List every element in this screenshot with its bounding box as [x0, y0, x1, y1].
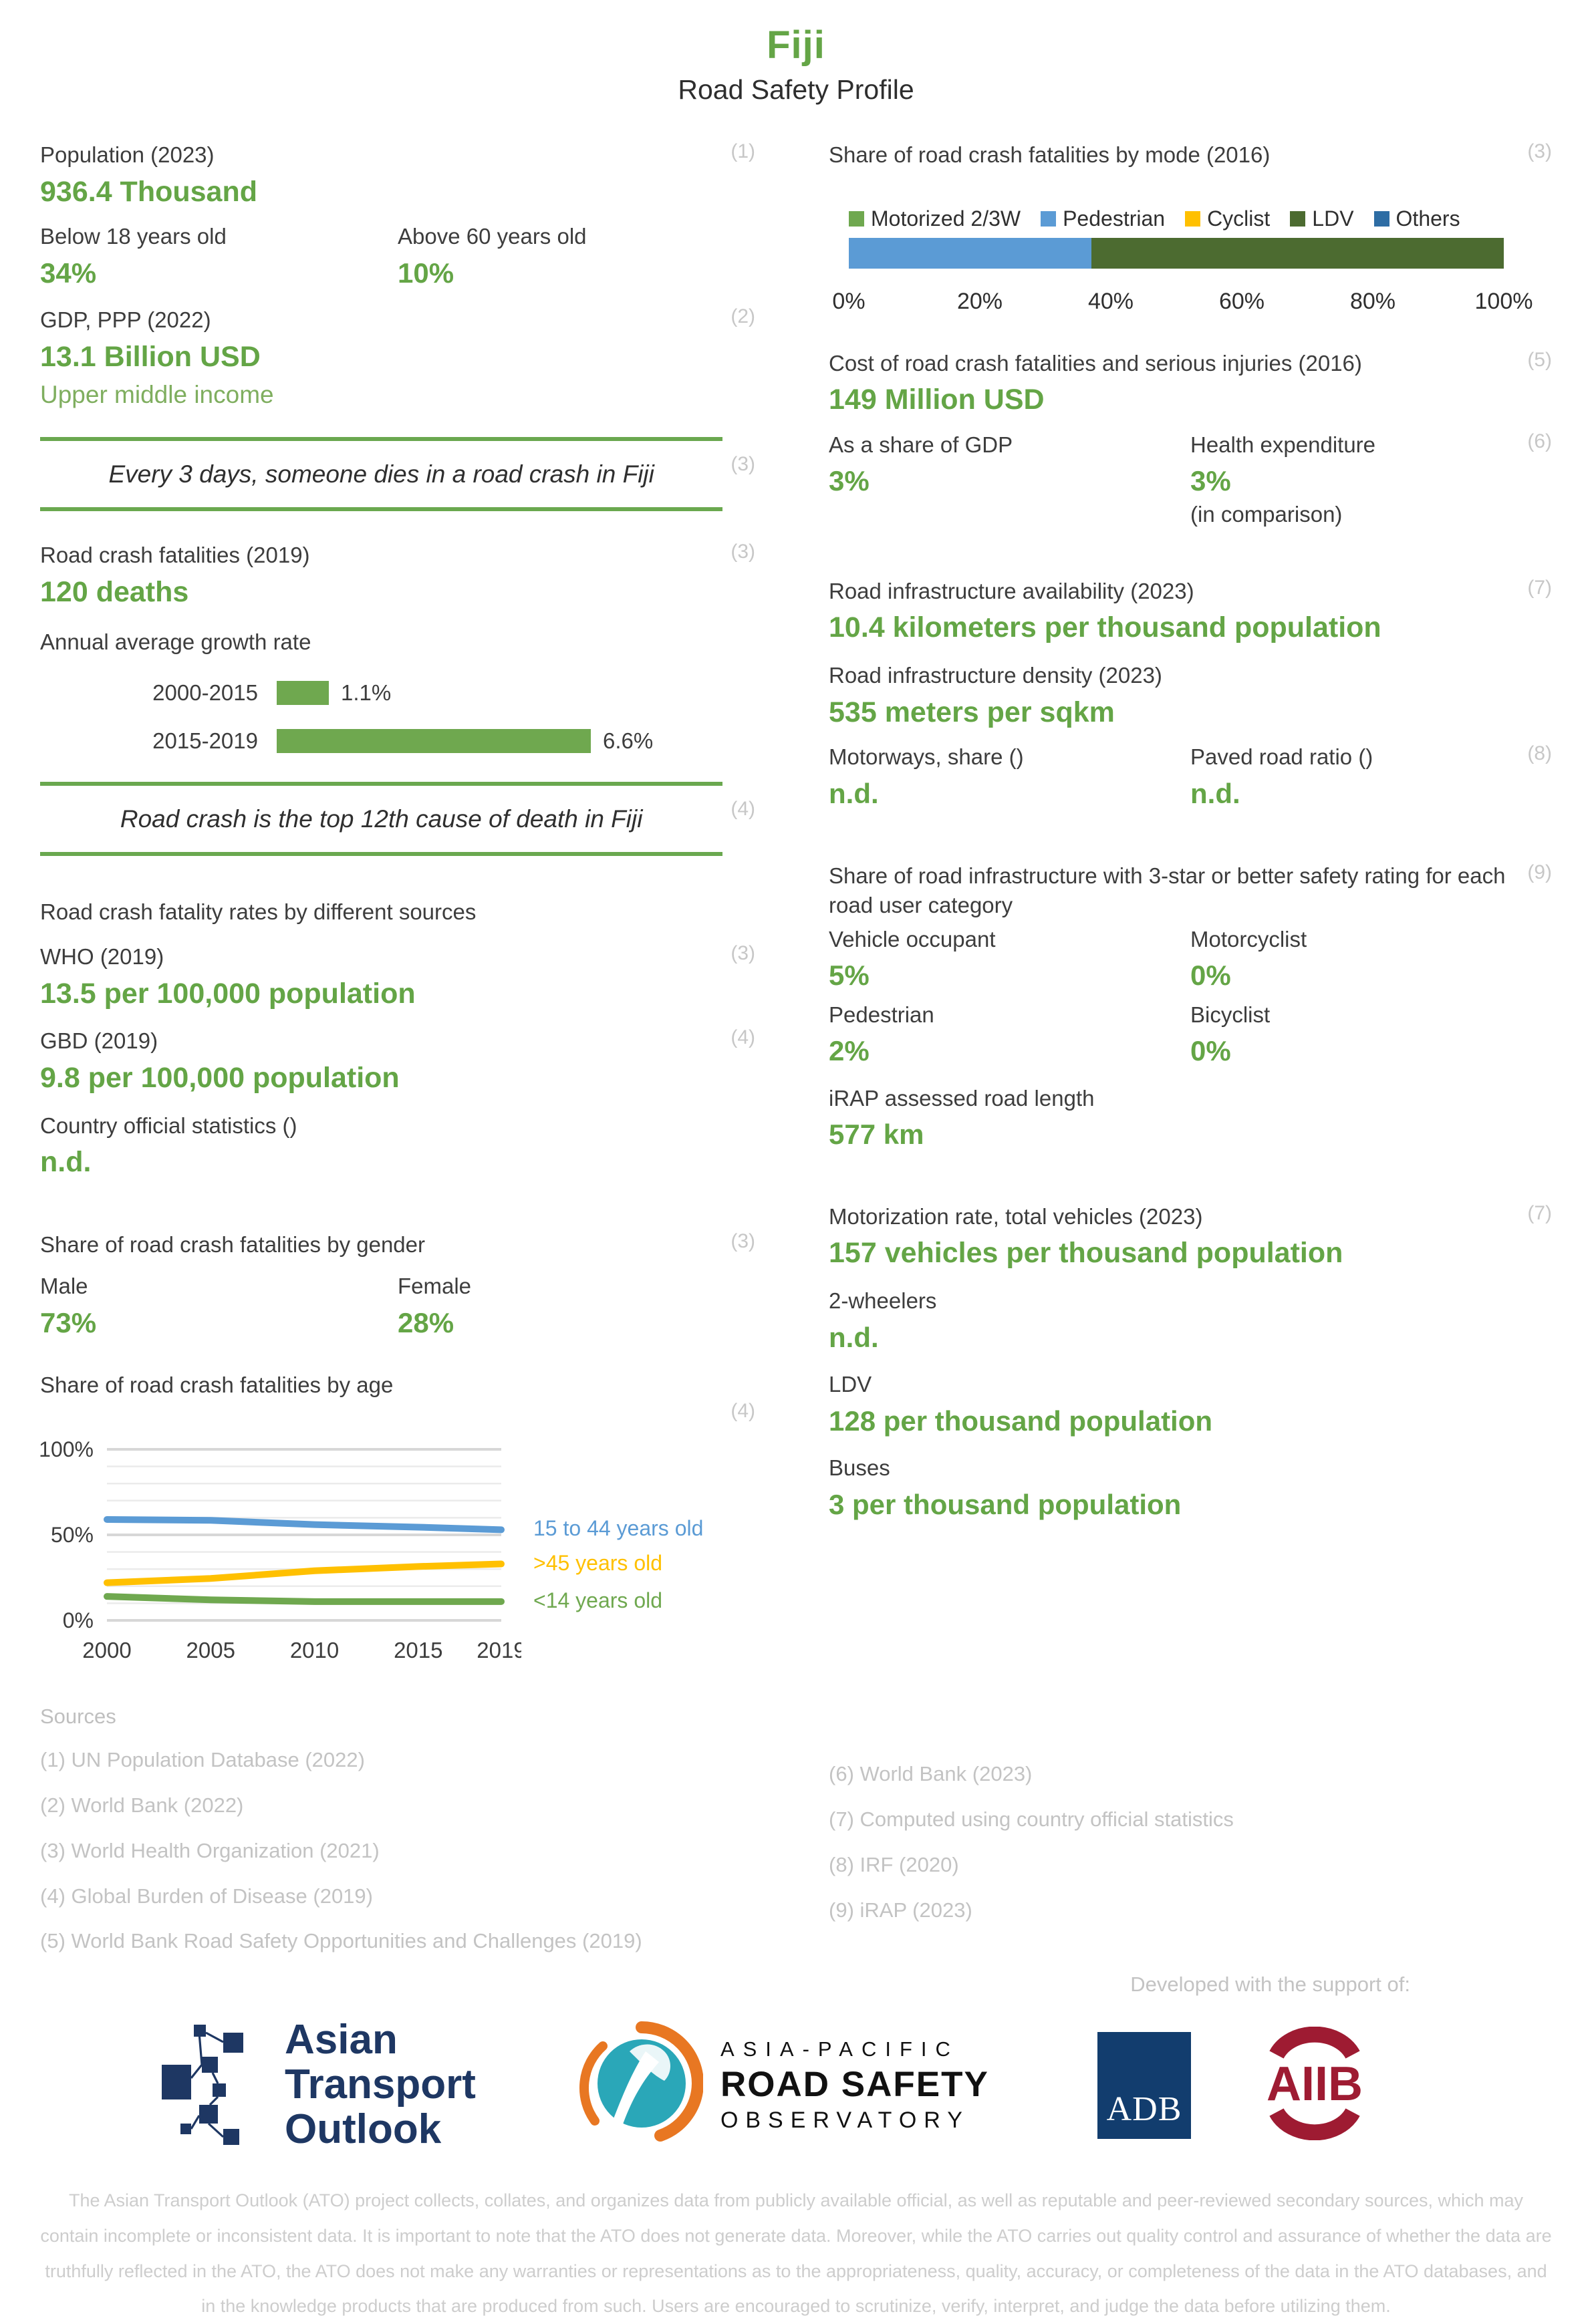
income-level: Upper middle income [40, 380, 274, 408]
svg-text:50%: 50% [50, 1523, 94, 1548]
ato-word-2: Transport [285, 2061, 476, 2108]
motorcyclist-value: 0% [1190, 960, 1231, 992]
official-stats-value: n.d. [40, 1146, 92, 1179]
sources-title: Sources [40, 1705, 116, 1729]
aprso-logo [576, 2017, 989, 2154]
age-chart-title: Share of road crash fatalities by age [40, 1372, 394, 1397]
motorization-value: 157 vehicles per thousand population [829, 1237, 1343, 1270]
motorways-value: n.d. [829, 778, 879, 810]
svg-text:2010: 2010 [289, 1638, 340, 1663]
fatalities-ref: (3) [731, 541, 755, 563]
infra-density-value: 535 meters per sqkm [829, 696, 1115, 728]
age-series-label: 15 to 44 years old [533, 1516, 704, 1541]
age-series-label: <14 years old [533, 1588, 663, 1613]
page-subtitle: Road Safety Profile [678, 74, 914, 105]
buses-label: Buses [829, 1455, 890, 1481]
age-series-line [107, 1519, 501, 1530]
male-label: Male [40, 1274, 88, 1299]
age-series-line [107, 1564, 501, 1583]
source-item: (2) World Bank (2022) [40, 1793, 244, 1817]
legend-item [1041, 206, 1165, 231]
legend-swatch-icon [1290, 211, 1305, 227]
ldv-label: LDV [829, 1372, 872, 1397]
logo-row [154, 2017, 1552, 2154]
growth-bar-value: 1.1% [341, 680, 392, 705]
fatalities-value: 120 deaths [40, 575, 189, 608]
paved-ratio-label: Paved road ratio () [1190, 744, 1373, 770]
ato-wordmark [285, 2018, 476, 2152]
infra-availability-ref: (7) [1527, 576, 1552, 599]
source-item: (9) iRAP (2023) [829, 1898, 972, 1922]
mode-chart-legend [849, 206, 1552, 231]
frequency-callout-text: Every 3 days, someone dies in a road crash in Fiji [40, 437, 722, 512]
sources-left-column [40, 1705, 755, 1955]
population-label: Population (2023) [40, 142, 215, 167]
population-section [40, 140, 755, 291]
gdp-share-value: 3% [829, 465, 870, 497]
svg-text:AIIB: AIIB [1267, 2057, 1363, 2112]
legend-swatch-icon [1374, 211, 1389, 227]
growth-bar-value: 6.6% [603, 728, 654, 753]
who-ref: (3) [731, 942, 755, 965]
female-label: Female [398, 1274, 472, 1299]
aiib-logo [1244, 2027, 1385, 2144]
legend-label: Pedestrian [1063, 206, 1166, 231]
age-line-chart-svg [40, 1433, 521, 1667]
infrastructure-section [829, 577, 1552, 812]
sources-section [40, 1705, 1552, 1955]
paved-ratio-ref: (8) [1527, 742, 1552, 765]
aprso-line-2: ROAD SAFETY [720, 2064, 989, 2104]
gender-title: Share of road crash fatalities by gender [40, 1231, 426, 1257]
disclaimer-text: The Asian Transport Outlook (ATO) project collects, collates, and organizes data from publicly available official, as well as reputable and peer-reviewed secondary sources, which may contain incomplete or inconsistent data. It is important to note that the ATO does not generate data. Moreover, while the ATO carries out quality control and assurance of whether the data are truthfully reflected in the ATO, the ATO does not make any warranties or representations as to the appropriateness, quality, accuracy, or completeness of the data in the ATO databases, and in the knowledge products that are produced from such. Users are encouraged to scrutinize, verify, interpret, and judge the data before utilizing them. [40, 2190, 1552, 2317]
axis-tick-label: 40% [1087, 288, 1134, 314]
motorcyclist-label: Motorcyclist [1190, 926, 1307, 952]
infra-availability-value: 10.4 kilometers per thousand population [829, 611, 1381, 644]
star-rating-title: Share of road infrastructure with 3-star or better safety rating for each road user category [829, 863, 1506, 918]
health-exp-ref: (6) [1527, 430, 1552, 452]
gdp-ref: (2) [731, 305, 755, 328]
vehicle-occupant-label: Vehicle occupant [829, 926, 996, 952]
source-item: (8) IRF (2020) [829, 1852, 959, 1876]
right-column [829, 140, 1552, 1667]
support-note: Developed with the support of: [1130, 1973, 1410, 1997]
rank-callout-ref: (4) [731, 797, 755, 820]
health-exp-label: Health expenditure [1190, 432, 1376, 457]
age-chart-series-labels [533, 1433, 754, 1667]
bicyclist-value: 0% [1190, 1035, 1231, 1067]
gbd-ref: (4) [731, 1026, 755, 1049]
growth-bar [277, 681, 329, 705]
source-item: (1) UN Population Database (2022) [40, 1748, 365, 1772]
motorization-label: Motorization rate, total vehicles (2023) [829, 1203, 1203, 1229]
svg-text:2005: 2005 [186, 1638, 235, 1663]
page-header [40, 23, 1552, 106]
above60-value: 10% [398, 257, 454, 289]
pedestrian-label: Pedestrian [829, 1002, 934, 1027]
legend-label: Motorized 2/3W [871, 206, 1021, 231]
gdp-label: GDP, PPP (2022) [40, 307, 211, 333]
svg-text:2019: 2019 [477, 1638, 521, 1663]
age-chart [40, 1433, 755, 1667]
mode-bar-segment [1091, 238, 1504, 269]
ldv-value: 128 per thousand population [829, 1405, 1213, 1437]
source-item: (7) Computed using country official statistics [829, 1807, 1234, 1831]
fatalities-section [40, 541, 755, 610]
age-chart-plot [40, 1433, 521, 1667]
legend-swatch-icon [849, 211, 864, 227]
growth-rate-chart [40, 627, 755, 754]
cost-ref: (5) [1527, 348, 1552, 371]
svg-text:100%: 100% [40, 1437, 94, 1462]
mode-ref: (3) [1527, 140, 1552, 162]
gender-section [40, 1230, 755, 1341]
age-series-line [107, 1596, 501, 1602]
mode-bar-segment [849, 238, 1091, 269]
source-item: (3) World Health Organization (2021) [40, 1838, 380, 1862]
svg-text:0%: 0% [62, 1608, 94, 1633]
mode-stacked-bar [849, 238, 1504, 269]
bicyclist-label: Bicyclist [1190, 1002, 1271, 1027]
legend-item [1374, 206, 1460, 231]
fatality-rates-section [40, 897, 755, 1180]
gender-ref: (3) [731, 1229, 755, 1252]
source-item: (4) Global Burden of Disease (2019) [40, 1884, 373, 1908]
left-column [40, 140, 755, 1667]
legend-item [1185, 206, 1270, 231]
male-value: 73% [40, 1307, 97, 1339]
aprso-line-1: ASIA-PACIFIC [720, 2037, 959, 2061]
pedestrian-value: 2% [829, 1035, 870, 1067]
gbd-value: 9.8 per 100,000 population [40, 1061, 400, 1094]
above60-label: Above 60 years old [398, 224, 587, 249]
rank-callout-text: Road crash is the top 12th cause of death in Fiji [40, 782, 722, 857]
gbd-label: GBD (2019) [40, 1028, 158, 1054]
legend-label: Others [1396, 206, 1460, 231]
infra-density-label: Road infrastructure density (2023) [829, 663, 1162, 688]
motorways-label: Motorways, share () [829, 744, 1024, 770]
ato-word-1: Asian [285, 2017, 398, 2063]
who-value: 13.5 per 100,000 population [40, 977, 416, 1010]
growth-bar-row [40, 728, 755, 754]
paved-ratio-value: n.d. [1190, 778, 1240, 810]
rank-callout [40, 782, 755, 857]
source-item: (5) World Bank Road Safety Opportunities and Challenges (2019) [40, 1929, 642, 1953]
motorization-section [829, 1202, 1552, 1522]
official-stats-label: Country official statistics () [40, 1113, 297, 1138]
gdp-section [40, 305, 755, 408]
population-ref: (1) [731, 140, 755, 162]
axis-tick-label: 60% [1218, 288, 1265, 314]
frequency-callout [40, 437, 755, 512]
svg-text:2000: 2000 [82, 1638, 132, 1663]
buses-value: 3 per thousand population [829, 1488, 1182, 1520]
cost-section [829, 349, 1552, 527]
legend-swatch-icon [1041, 211, 1056, 227]
mode-section [829, 140, 1552, 319]
below18-value: 34% [40, 257, 97, 289]
population-value: 936.4 Thousand [40, 175, 257, 208]
aprso-line-3: OBSERVATORY [720, 2107, 970, 2133]
axis-tick-label: 80% [1349, 288, 1396, 314]
who-label: WHO (2019) [40, 944, 164, 970]
vehicle-occupant-value: 5% [829, 960, 870, 992]
ato-word-3: Outlook [285, 2106, 442, 2153]
legend-label: LDV [1312, 206, 1354, 231]
mode-chart-title: Share of road crash fatalities by mode (2016) [829, 142, 1271, 167]
below18-label: Below 18 years old [40, 224, 227, 249]
gdp-value: 13.1 Billion USD [40, 340, 261, 373]
legend-swatch-icon [1185, 211, 1200, 227]
growth-bar-row [40, 680, 755, 706]
irap-length-value: 577 km [829, 1119, 924, 1151]
star-rating-ref: (9) [1527, 861, 1552, 883]
adb-wordmark: ADB [1106, 2089, 1182, 2128]
gdp-share-label: As a share of GDP [829, 432, 1013, 457]
health-exp-value: 3% [1190, 465, 1231, 497]
age-section [40, 1370, 755, 1668]
asian-transport-outlook-logo [154, 2017, 476, 2154]
legend-label: Cyclist [1207, 206, 1271, 231]
female-value: 28% [398, 1307, 454, 1339]
cost-value: 149 Million USD [829, 384, 1045, 416]
ato-network-icon [154, 2017, 267, 2154]
growth-bar-category: 2000-2015 [152, 680, 258, 705]
mode-axis-ticks [832, 288, 1533, 319]
age-series-label: >45 years old [533, 1551, 663, 1576]
adb-logo [1097, 2032, 1191, 2139]
growth-bar-category: 2015-2019 [152, 728, 258, 753]
sources-list-left [40, 1746, 755, 1955]
rates-title: Road crash fatality rates by different sources [40, 899, 477, 925]
axis-tick-label: 0% [832, 288, 866, 314]
supporter-logos [1097, 2027, 1385, 2144]
aprso-wordmark [720, 2037, 989, 2134]
svg-text:2015: 2015 [394, 1638, 443, 1663]
axis-tick-label: 100% [1474, 288, 1533, 314]
growth-bar [277, 729, 591, 753]
two-wheelers-label: 2-wheelers [829, 1288, 937, 1314]
irap-length-label: iRAP assessed road length [829, 1085, 1095, 1111]
star-rating-section [829, 861, 1552, 1153]
frequency-callout-ref: (3) [731, 452, 755, 475]
age-ref: (4) [731, 1400, 755, 1423]
source-item: (6) World Bank (2023) [829, 1762, 1033, 1786]
sources-right-column [829, 1705, 1552, 1955]
axis-tick-label: 20% [956, 288, 1003, 314]
infra-availability-label: Road infrastructure availability (2023) [829, 578, 1194, 603]
two-wheelers-value: n.d. [829, 1321, 879, 1353]
cost-label: Cost of road crash fatalities and serious injuries (2016) [829, 350, 1362, 376]
legend-item [1290, 206, 1353, 231]
health-exp-note: (in comparison) [1190, 501, 1343, 527]
sources-list-right [829, 1760, 1552, 1924]
country-title: Fiji [767, 23, 825, 67]
motorization-ref: (7) [1527, 1201, 1552, 1224]
legend-item [849, 206, 1021, 231]
aprso-globe-icon [576, 2017, 703, 2154]
growth-chart-title: Annual average growth rate [40, 629, 311, 655]
fatalities-label: Road crash fatalities (2019) [40, 543, 310, 568]
